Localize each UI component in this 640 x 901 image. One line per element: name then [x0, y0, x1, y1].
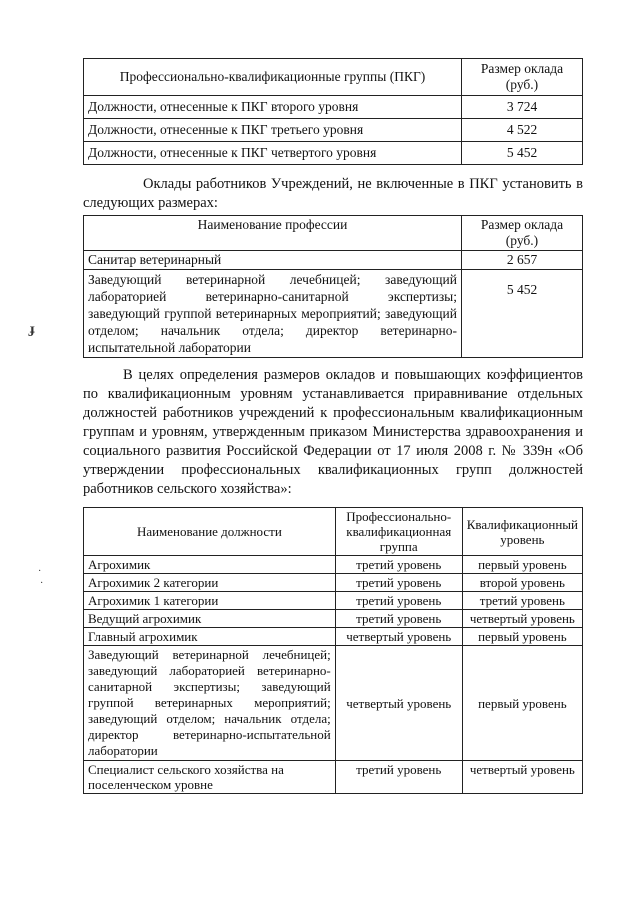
table-row: [84, 119, 583, 142]
table-header-row: [84, 216, 583, 251]
header-level: Квалификационный уровень: [462, 508, 582, 556]
row-level: первый уровень: [462, 628, 582, 646]
row-group: третий уровень: [335, 592, 462, 610]
header-salary: Размер оклада (руб.): [462, 59, 583, 96]
table-row: [84, 142, 583, 165]
row-salary: 3 724: [462, 96, 583, 119]
row-group: третий уровень: [335, 761, 462, 794]
salary-table-professions: [83, 215, 583, 358]
qualification-table: [83, 507, 583, 794]
row-salary: 4 522: [462, 119, 583, 142]
paragraph-unlisted-salaries: Оклады работников Учреждений, не включенные в ПКГ установить в следующих размерах:: [83, 176, 583, 211]
row-name: Агрохимик 2 категории: [84, 574, 336, 592]
row-name: Ведущий агрохимик: [84, 610, 336, 628]
row-level: первый уровень: [462, 646, 582, 761]
row-name: Заведующий ветеринарной лечебницей; заведующий лабораторией ветеринарно-санитарной экспертизы; заведующий группой ветеринарных мероприятий; заведующий отделом; начальник отдела; директор ветеринарно-испытательной лаборатории: [84, 646, 336, 761]
scan-artifact-dot: ·: [38, 566, 42, 577]
row-name: Агрохимик: [84, 556, 336, 574]
row-name: Специалист сельского хозяйства на поселенческом уровне: [84, 761, 336, 794]
header-group: Профессионально-квалификационная группа: [335, 508, 462, 556]
paragraph-equivalence: В целях определения размеров окладов и повышающих коэффициентов по квалификационным уровням устанавливается приравнивание отдельных должностей работников учреждений к профессиональным квалификационным группам и уровням, утвержденным приказом Министерства здравоохранения и социального развития Российской Федерации от 17 июля 2008 г. № 339н «Об утверждении профессиональных квалификационных групп должностей работников сельского хозяйства»:: [83, 367, 583, 497]
header-pkg: Профессионально-квалификационные группы (ПКГ): [84, 59, 462, 96]
row-name: Должности, отнесенные к ПКГ четвертого уровня: [84, 142, 462, 165]
row-name: Главный агрохимик: [84, 628, 336, 646]
row-level: первый уровень: [462, 556, 582, 574]
scan-artifact-dot: ·: [40, 578, 44, 589]
header-position: Наименование должности: [84, 508, 336, 556]
row-salary: 5 452: [462, 142, 583, 165]
table-row: [84, 628, 583, 646]
row-salary: 5 452: [462, 270, 583, 358]
salary-table-pkg: [83, 58, 583, 165]
row-name: Должности, отнесенные к ПКГ второго уровня: [84, 96, 462, 119]
table-row: [84, 251, 583, 270]
table-row: [84, 270, 583, 358]
table-header-row: [84, 59, 583, 96]
row-level: третий уровень: [462, 592, 582, 610]
row-name: Заведующий ветеринарной лечебницей; заведующий лабораторией ветеринарно-санитарной экспертизы; заведующий группой ветеринарных мероприятий; заведующий отделом; начальник отдела; директор ветеринарно-испытательной лаборатории: [84, 270, 462, 358]
scan-artifact-mark: ɟ: [30, 322, 35, 337]
header-profession: Наименование профессии: [84, 216, 462, 251]
row-level: четвертый уровень: [462, 761, 582, 794]
table-row: [84, 96, 583, 119]
row-name: Должности, отнесенные к ПКГ третьего уровня: [84, 119, 462, 142]
row-name: Санитар ветеринарный: [84, 251, 462, 270]
row-group: третий уровень: [335, 574, 462, 592]
row-level: четвертый уровень: [462, 610, 582, 628]
header-salary: Размер оклада (руб.): [462, 216, 583, 251]
row-group: третий уровень: [335, 556, 462, 574]
table-row: [84, 556, 583, 574]
table-row: [84, 610, 583, 628]
row-salary: 2 657: [462, 251, 583, 270]
table-row: [84, 574, 583, 592]
table-row: [84, 646, 583, 761]
row-group: четвертый уровень: [335, 646, 462, 761]
table-row: [84, 761, 583, 794]
table-row: [84, 592, 583, 610]
row-name: Агрохимик 1 категории: [84, 592, 336, 610]
row-group: третий уровень: [335, 610, 462, 628]
table-header-row: [84, 508, 583, 556]
row-level: второй уровень: [462, 574, 582, 592]
row-group: четвертый уровень: [335, 628, 462, 646]
